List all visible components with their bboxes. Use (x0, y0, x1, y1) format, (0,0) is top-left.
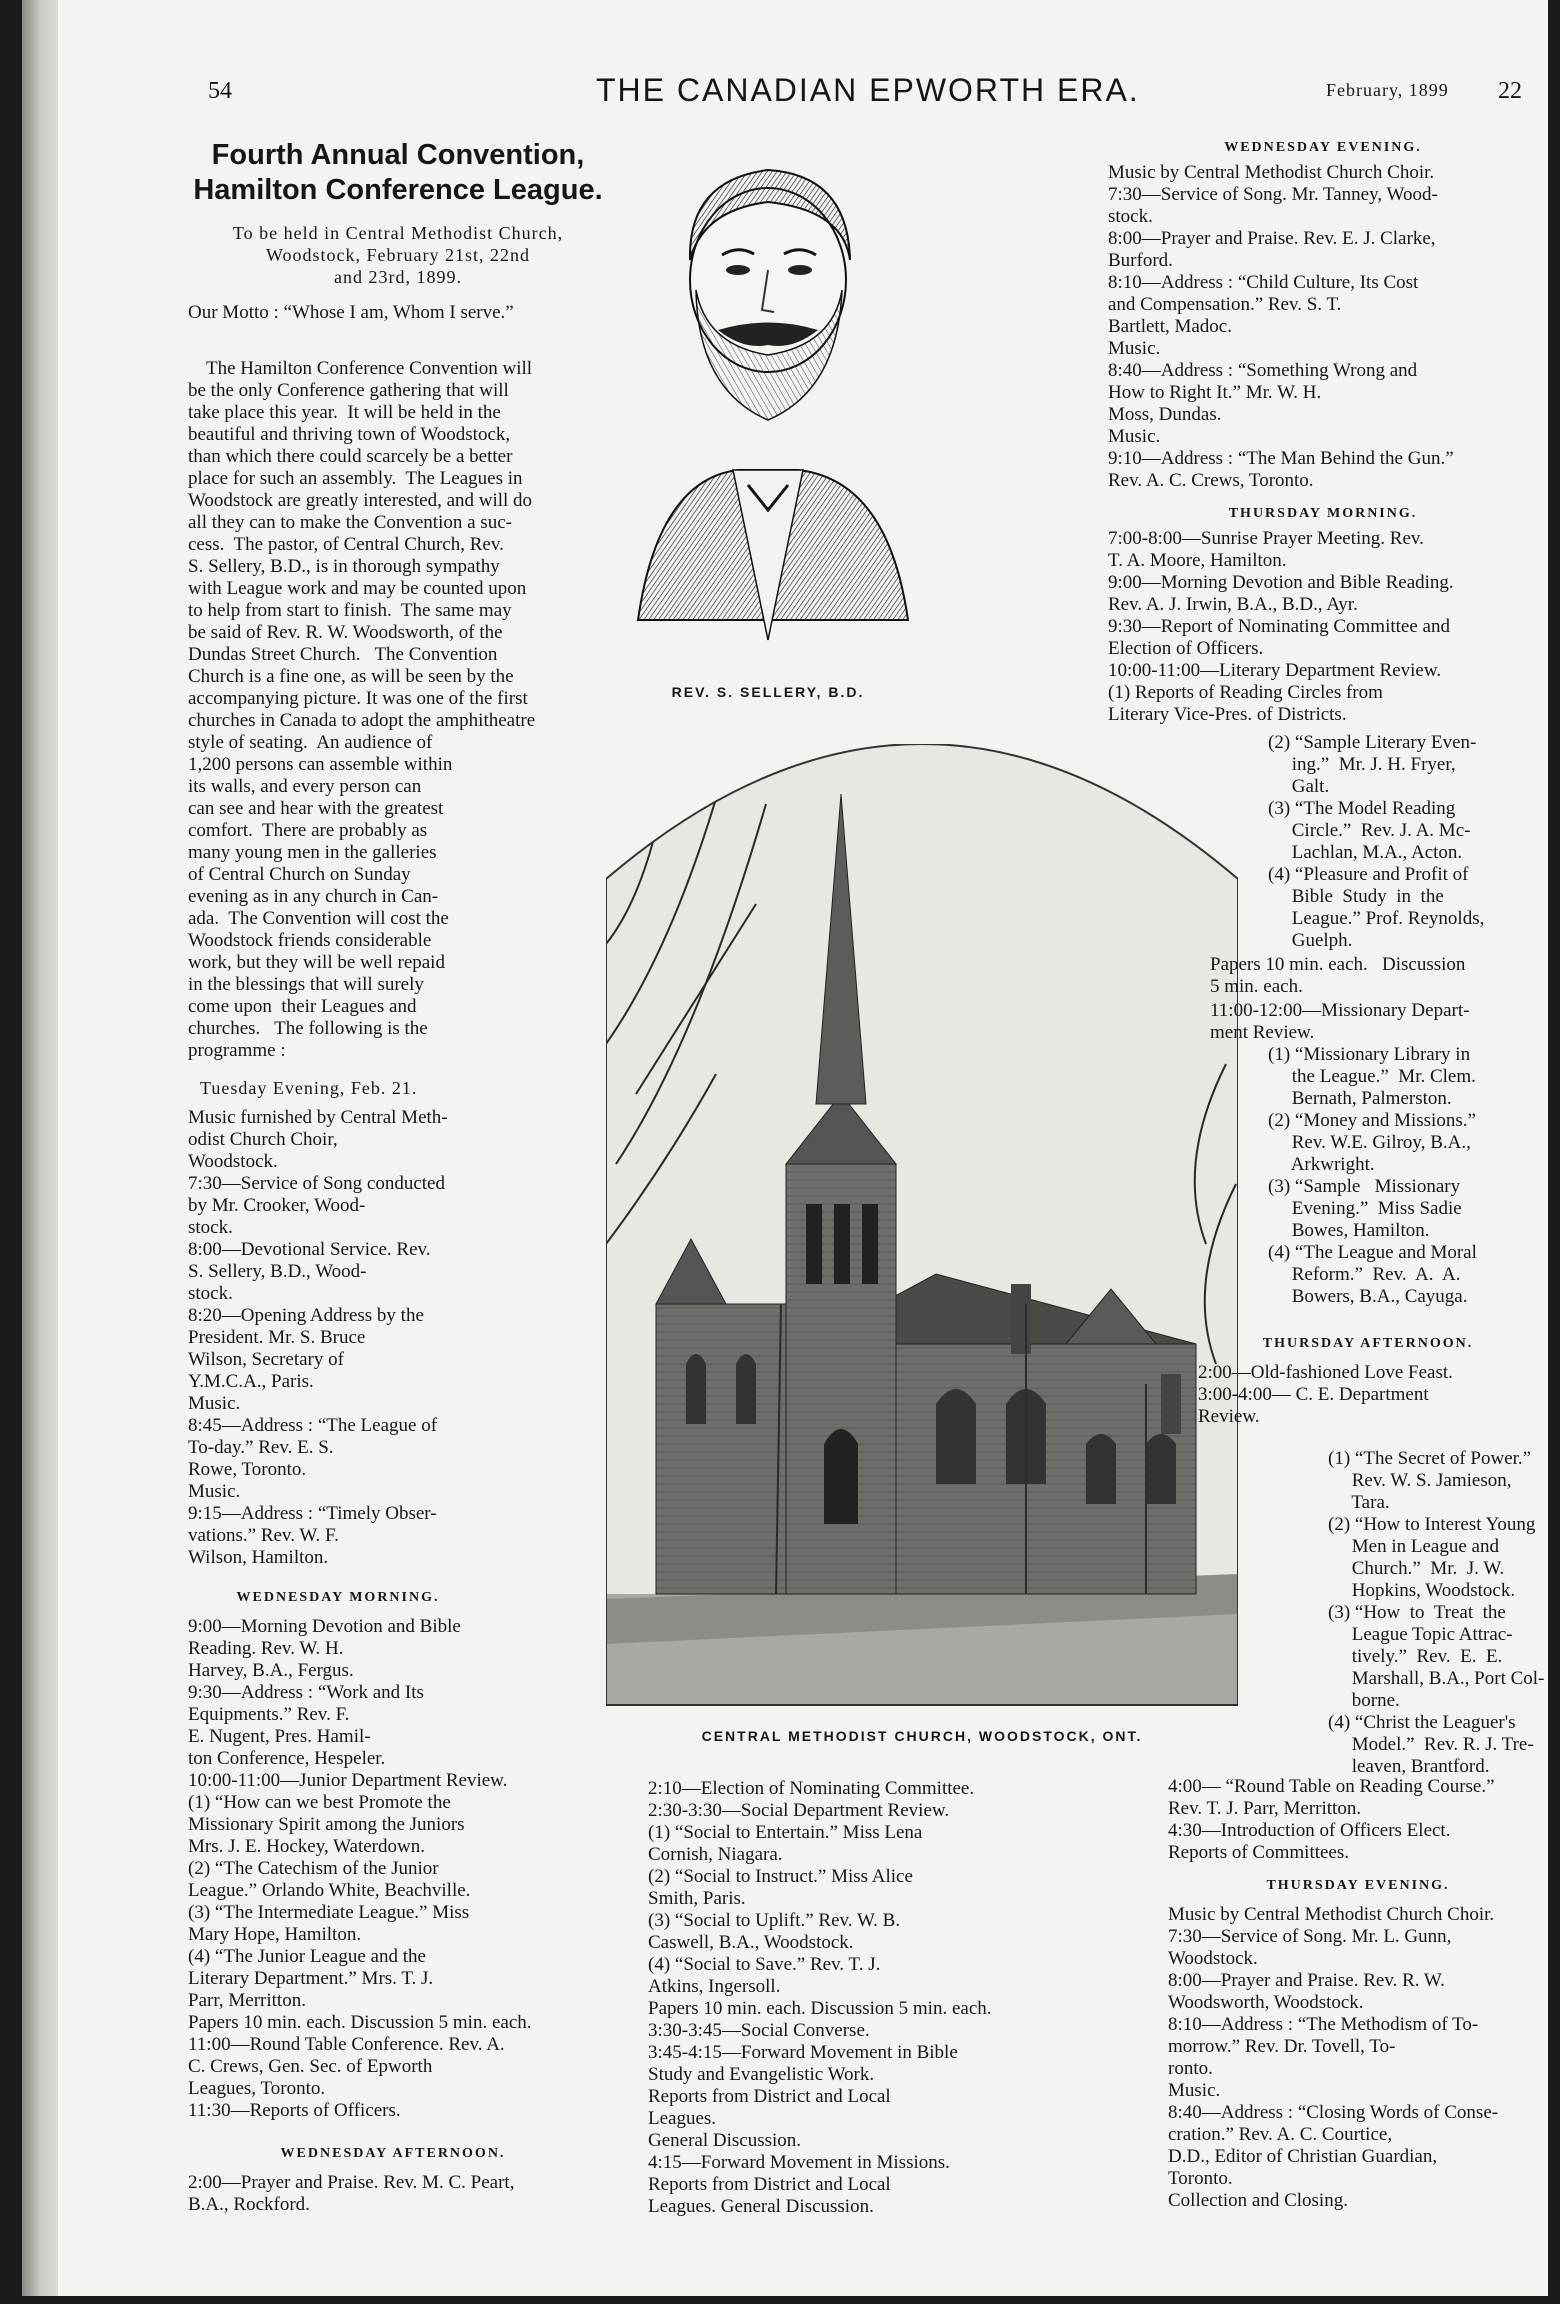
program-line: Music furnished by Central Meth- (188, 1107, 448, 1128)
intro-line: churches in Canada to adopt the amphitheatre (188, 710, 536, 731)
program-line: Election of Officers. (1108, 638, 1264, 659)
program-line: (3) “How to Treat the (1328, 1602, 1506, 1623)
intro-line: beautiful and thriving town of Woodstock, (188, 424, 511, 445)
program-line: 8:40—Address : “Closing Words of Conse- (1168, 2102, 1499, 2123)
program-line: 8:00—Prayer and Praise. Rev. R. W. (1168, 1970, 1445, 1991)
program-line: S. Sellery, B.D., Wood- (188, 1261, 367, 1282)
program-line: 8:40—Address : “Something Wrong and (1108, 360, 1418, 381)
intro-line: all they can to make the Convention a suc- (188, 512, 512, 533)
program-line: Missionary Spirit among the Juniors (188, 1814, 465, 1835)
intro-line: place for such an assembly. The Leagues in (188, 468, 523, 489)
program-line: (4) “Pleasure and Profit of (1268, 864, 1469, 885)
missionary-subitems (1268, 1044, 1548, 1308)
program-line: Rowe, Toronto. (188, 1459, 307, 1480)
intro-line: Woodstock are greatly interested, and will do (188, 490, 533, 511)
program-line: Rev. W. S. Jamieson, (1328, 1470, 1512, 1491)
program-line: (2) “How to Interest Young (1328, 1514, 1536, 1535)
program-line: Model.” Rev. R. J. Tre- (1328, 1734, 1534, 1755)
program-line: 11:00—Round Table Conference. Rev. A. (188, 2034, 505, 2055)
portrait-caption: REV. S. SELLERY, B.D. (671, 684, 865, 700)
program-line: leaven, Brantford. (1328, 1756, 1490, 1777)
program-line: D.D., Editor of Christian Guardian, (1168, 2146, 1438, 2167)
program-line: 8:45—Address : “The League of (188, 1415, 438, 1436)
program-line: (4) “The League and Moral (1268, 1242, 1477, 1263)
program-line: (3) “The Intermediate League.” Miss (188, 1902, 470, 1923)
church-photo (606, 744, 1238, 1706)
program-line: 8:10—Address : “Child Culture, Its Cost (1108, 272, 1419, 293)
program-line: 9:10—Address : “The Man Behind the Gun.” (1108, 448, 1454, 469)
program-line: (3) “Sample Missionary (1268, 1176, 1461, 1197)
program-line: (1) “How can we best Promote the (188, 1792, 451, 1813)
program-line: How to Right It.” Mr. W. H. (1108, 382, 1322, 403)
program-line: Bible Study in the (1268, 886, 1444, 907)
program-line: Reports of Committees. (1168, 1842, 1350, 1863)
program-line: 7:00-8:00—Sunrise Prayer Meeting. Rev. (1108, 528, 1424, 549)
program-line: (2) “Money and Missions.” (1268, 1110, 1476, 1131)
church-caption: CENTRAL METHODIST CHURCH, WOODSTOCK, ONT. (701, 1728, 1143, 1744)
program-line: borne. (1328, 1690, 1400, 1711)
program-line: Collection and Closing. (1168, 2190, 1348, 2211)
program-list (188, 1616, 678, 2122)
intro-line: ada. The Convention will cost the (188, 908, 449, 929)
program-line: Reports from District and Local (648, 2086, 891, 2107)
program-line: ton Conference, Hespeler. (188, 1748, 386, 1769)
section-heading: WEDNESDAY EVENING. (1224, 140, 1422, 155)
section-heading: WEDNESDAY MORNING. (236, 1590, 440, 1605)
program-line: 7:30—Service of Song. Mr. Tanney, Wood- (1108, 184, 1438, 205)
subtitle-line: and 23rd, 1899. (334, 267, 462, 287)
program-line: President. Mr. S. Bruce (188, 1327, 366, 1348)
intro-line: S. Sellery, B.D., is in thorough sympathy (188, 556, 500, 577)
program-line: Parr, Merritton. (188, 1990, 306, 2011)
program-line: (4) “Social to Save.” Rev. T. J. (648, 1954, 881, 1975)
thursday-afternoon (1198, 1336, 1538, 1428)
wednesday-afternoon (188, 2146, 678, 2216)
program-line: To-day.” Rev. E. S. (188, 1437, 334, 1458)
program-line: 3:30-3:45—Social Converse. (648, 2020, 870, 2041)
intro-line: take place this year. It will be held in the (188, 402, 501, 423)
program-line: Woodstock. (188, 1151, 278, 1172)
page (58, 0, 1548, 2296)
program-line: Toronto. (1168, 2168, 1233, 2189)
article-subtitle (188, 222, 608, 288)
program-line: 2:30-3:30—Social Department Review. (648, 1800, 950, 1821)
program-line: and Compensation.” Rev. S. T. (1108, 294, 1342, 315)
program-line: stock. (1108, 206, 1153, 227)
thursday-afternoon-continued (1168, 1776, 1548, 1864)
journal-title: THE CANADIAN EPWORTH ERA. (596, 72, 1140, 108)
church-photograph (606, 744, 1238, 1706)
program-line: Rev. W.E. Gilroy, B.A., (1268, 1132, 1471, 1153)
program-line: Review. (1198, 1406, 1260, 1427)
program-line: (2) “Sample Literary Even- (1268, 732, 1477, 753)
program-line: Literary Vice-Pres. of Districts. (1108, 704, 1347, 725)
program-line: (4) “Christ the Leaguer's (1328, 1712, 1516, 1733)
program-line: stock. (188, 1217, 233, 1238)
program-list (1168, 1776, 1548, 1864)
program-line: the League.” Mr. Clem. (1268, 1066, 1476, 1087)
intro-line: 1,200 persons can assemble within (188, 754, 453, 775)
program-line: Leagues. General Discussion. (648, 2196, 874, 2217)
program-line: Woodstock. (1168, 1948, 1258, 1969)
section-heading: THURSDAY AFTERNOON. (1262, 1336, 1474, 1351)
intro-paragraph (188, 358, 535, 1062)
program-line: stock. (188, 1283, 233, 1304)
program-line: (3) “Social to Uplift.” Rev. W. B. (648, 1910, 901, 1931)
intro-line: to help from start to finish. The same may (188, 600, 512, 621)
program-list (1108, 528, 1538, 726)
intro-line: Dundas Street Church. The Convention (188, 644, 498, 665)
program-line: 4:15—Forward Movement in Missions. (648, 2152, 950, 2173)
intro-line: work, but they will be well repaid (188, 952, 445, 973)
portrait-engraving (618, 140, 918, 660)
program-line: cration.” Rev. A. C. Courtice, (1168, 2124, 1393, 2145)
ce-subitems (1328, 1448, 1548, 1778)
intro-line: come upon their Leagues and (188, 996, 417, 1017)
program-line: Arkwright. (1268, 1154, 1375, 1175)
article-heading (188, 138, 608, 324)
motto: Our Motto : “Whose I am, Whom I serve.” (188, 302, 514, 323)
article-title-line1: Fourth Annual Convention, (211, 139, 585, 171)
program-line: Wilson, Secretary of (188, 1349, 344, 1370)
program-line: Bernath, Palmerston. (1268, 1088, 1452, 1109)
program-line: Reform.” Rev. A. A. (1268, 1264, 1461, 1285)
program-line: Music. (188, 1481, 241, 1502)
program-line: 7:30—Service of Song conducted (188, 1173, 445, 1194)
program-line: 8:00—Prayer and Praise. Rev. E. J. Clarke, (1108, 228, 1436, 249)
program-line: (2) “The Catechism of the Junior (188, 1858, 439, 1879)
program-line: (1) Reports of Reading Circles from (1108, 682, 1383, 703)
program-line: Papers 10 min. each. Discussion (1210, 954, 1466, 975)
missionary-heading (1210, 1000, 1548, 1044)
program-line: 9:15—Address : “Timely Obser- (188, 1503, 437, 1524)
section-heading: Tuesday Evening, Feb. 21. (200, 1078, 418, 1098)
program-line: Tara. (1328, 1492, 1390, 1513)
program-line: Study and Evangelistic Work. (648, 2064, 875, 2085)
program-line: General Discussion. (648, 2130, 802, 2151)
program-line: Literary Department.” Mrs. T. J. (188, 1968, 434, 1989)
program-line: Papers 10 min. each. Discussion 5 min. each. (188, 2012, 532, 2033)
program-line: T. A. Moore, Hamilton. (1108, 550, 1287, 571)
program-line: (4) “The Junior League and the (188, 1946, 426, 1967)
program-line: 8:20—Opening Address by the (188, 1305, 424, 1326)
program-line: Guelph. (1268, 930, 1353, 951)
program-line: Evening.” Miss Sadie (1268, 1198, 1462, 1219)
program-line: Hopkins, Woodstock. (1328, 1580, 1516, 1601)
program-line: Rev. T. J. Parr, Merritton. (1168, 1798, 1362, 1819)
program-line: Marshall, B.A., Port Col- (1328, 1668, 1545, 1689)
program-line: (1) “The Secret of Power.” (1328, 1448, 1532, 1469)
intro-line: in the blessings that will surely (188, 974, 424, 995)
program-line: (1) “Missionary Library in (1268, 1044, 1471, 1065)
intro-line: The Hamilton Conference Convention will (206, 358, 533, 379)
program-line: 9:00—Morning Devotion and Bible (188, 1616, 461, 1637)
program-list (188, 2172, 678, 2216)
program-line: Lachlan, M.A., Acton. (1268, 842, 1463, 863)
program-line: 9:00—Morning Devotion and Bible Reading. (1108, 572, 1454, 593)
program-line: Equipments.” Rev. F. (188, 1704, 350, 1725)
program-line: League.” Orlando White, Beachville. (188, 1880, 471, 1901)
program-line: B.A., Rockford. (188, 2194, 310, 2215)
literary-subitems (1268, 732, 1548, 952)
subtitle-line: To be held in Central Methodist Church, (232, 223, 564, 243)
intro-line: of Central Church on Sunday (188, 864, 411, 885)
program-line: League.” Prof. Reynolds, (1268, 908, 1485, 929)
program-line: 4:00— “Round Table on Reading Course.” (1168, 1776, 1495, 1797)
intro-line: than which there could scarcely be a better (188, 446, 513, 467)
page-number: 54 (208, 78, 232, 104)
program-line: Smith, Paris. (648, 1888, 746, 1909)
section-heading: THURSDAY EVENING. (1266, 1878, 1450, 1893)
thursday-morning (1108, 506, 1538, 726)
intro-line: can see and hear with the greatest (188, 798, 444, 819)
program-line: C. Crews, Gen. Sec. of Epworth (188, 2056, 433, 2077)
program-line: League Topic Attrac- (1328, 1624, 1513, 1645)
program-line: Reading. Rev. W. H. (188, 1638, 344, 1659)
program-line: (1) “Social to Entertain.” Miss Lena (648, 1822, 923, 1843)
program-line: Music. (1108, 426, 1161, 447)
intro-line: Woodstock friends considerable (188, 930, 432, 951)
intro-line: comfort. There are probably as (188, 820, 428, 841)
tuesday-evening (188, 1078, 578, 1569)
program-list (648, 1778, 1148, 2218)
intro-line: accompanying picture. It was one of the first (188, 688, 528, 709)
program-line: Music by Central Methodist Church Choir. (1168, 1904, 1495, 1925)
program-line: Caswell, B.A., Woodstock. (648, 1932, 854, 1953)
program-line: Church.” Mr. J. W. (1328, 1558, 1505, 1579)
program-line: Papers 10 min. each. Discussion 5 min. each. (648, 1998, 992, 2019)
program-line: Leagues. (648, 2108, 717, 2129)
thursday-evening (1168, 1878, 1548, 2212)
program-line: E. Nugent, Pres. Hamil- (188, 1726, 371, 1747)
program-line: ment Review. (1210, 1022, 1315, 1043)
program-line: by Mr. Crooker, Wood- (188, 1195, 366, 1216)
program-line: Mary Hope, Hamilton. (188, 1924, 362, 1945)
intro-line: cess. The pastor, of Central Church, Rev. (188, 534, 504, 555)
page-mark: 22 (1498, 78, 1522, 104)
program-line: Bartlett, Madoc. (1108, 316, 1232, 337)
program-line: Bowers, B.A., Cayuga. (1268, 1286, 1468, 1307)
program-line: 2:00—Old-fashioned Love Feast. (1198, 1362, 1453, 1383)
program-line: 3:45-4:15—Forward Movement in Bible (648, 2042, 958, 2063)
program-line: Cornish, Niagara. (648, 1844, 783, 1865)
program-line: Rev. A. C. Crews, Toronto. (1108, 470, 1314, 491)
program-line: 8:00—Devotional Service. Rev. (188, 1239, 431, 1260)
program-list (188, 1107, 578, 1569)
program-line: 5 min. each. (1210, 976, 1303, 997)
program-line: 2:10—Election of Nominating Committee. (648, 1778, 975, 1799)
program-line: Men in League and (1328, 1536, 1499, 1557)
section-heading: THURSDAY MORNING. (1228, 506, 1418, 521)
program-line: vations.” Rev. W. F. (188, 1525, 339, 1546)
intro-line: churches. The following is the (188, 1018, 428, 1039)
program-list (1108, 162, 1538, 492)
program-line: 8:10—Address : “The Methodism of To- (1168, 2014, 1479, 2035)
program-line: ronto. (1168, 2058, 1213, 2079)
program-line: Circle.” Rev. J. A. Mc- (1268, 820, 1471, 841)
intro-line: programme : (188, 1040, 286, 1061)
intro-line: Church is a fine one, as will be seen by the (188, 666, 514, 687)
program-line: 11:30—Reports of Officers. (188, 2100, 401, 2121)
program-line: Atkins, Ingersoll. (648, 1976, 781, 1997)
program-line: Music by Central Methodist Church Choir. (1108, 162, 1435, 183)
program-line: 7:30—Service of Song. Mr. L. Gunn, (1168, 1926, 1452, 1947)
program-line: Music. (188, 1393, 241, 1414)
intro-line: many young men in the galleries (188, 842, 437, 863)
program-line: Music. (1168, 2080, 1221, 2101)
intro-line: style of seating. An audience of (188, 732, 433, 753)
program-line: tively.” Rev. E. E. (1328, 1646, 1503, 1667)
program-line: Bowes, Hamilton. (1268, 1220, 1430, 1241)
wednesday-evening (1108, 140, 1538, 492)
program-line: (2) “Social to Instruct.” Miss Alice (648, 1866, 913, 1887)
subtitle-line: Woodstock, February 21st, 22nd (265, 245, 531, 265)
intro-line: be said of Rev. R. W. Woodsworth, of the (188, 622, 503, 643)
program-line: 3:00-4:00— C. E. Department (1198, 1384, 1429, 1405)
program-line: Galt. (1268, 776, 1330, 797)
intro-line: evening as in any church in Can- (188, 886, 439, 907)
intro-line: its walls, and every person can (188, 776, 422, 797)
program-line: 2:00—Prayer and Praise. Rev. M. C. Peart, (188, 2172, 515, 2193)
program-list (1198, 1362, 1538, 1428)
program-line: morrow.” Rev. Dr. Tovell, To- (1168, 2036, 1396, 2057)
program-line: Wilson, Hamilton. (188, 1547, 329, 1568)
wednesday-afternoon-continued (648, 1778, 1148, 2218)
program-line: (3) “The Model Reading (1268, 798, 1456, 819)
program-line: Mrs. J. E. Hockey, Waterdown. (188, 1836, 425, 1857)
intro-line: be the only Conference gathering that will (188, 380, 509, 401)
program-line: Y.M.C.A., Paris. (188, 1371, 314, 1392)
program-line: Rev. A. J. Irwin, B.A., B.D., Ayr. (1108, 594, 1358, 615)
papers-note (1210, 954, 1548, 998)
program-list (1168, 1904, 1548, 2212)
program-line: ing.” Mr. J. H. Fryer, (1268, 754, 1456, 775)
program-line: 9:30—Address : “Work and Its (188, 1682, 424, 1703)
intro-line: with League work and may be counted upon (188, 578, 527, 599)
wednesday-morning (188, 1590, 678, 2122)
program-line: Woodsworth, Woodstock. (1168, 1992, 1364, 2013)
article-title-line2: Hamilton Conference League. (193, 174, 603, 206)
program-line: 10:00-11:00—Literary Department Review. (1108, 660, 1442, 681)
program-line: odist Church Choir, (188, 1129, 338, 1150)
program-line: Burford. (1108, 250, 1173, 271)
program-line: Music. (1108, 338, 1161, 359)
portrait-image (618, 140, 918, 660)
issue-date: February, 1899 (1326, 80, 1449, 100)
program-line: 10:00-11:00—Junior Department Review. (188, 1770, 508, 1791)
program-line: 4:30—Introduction of Officers Elect. (1168, 1820, 1451, 1841)
program-line: Reports from District and Local (648, 2174, 891, 2195)
section-heading: WEDNESDAY AFTERNOON. (280, 2146, 506, 2161)
program-line: Moss, Dundas. (1108, 404, 1222, 425)
program-line: Leagues, Toronto. (188, 2078, 326, 2099)
program-line: 9:30—Report of Nominating Committee and (1108, 616, 1450, 637)
program-line: 11:00-12:00—Missionary Depart- (1210, 1000, 1470, 1021)
program-line: Harvey, B.A., Fergus. (188, 1660, 354, 1681)
